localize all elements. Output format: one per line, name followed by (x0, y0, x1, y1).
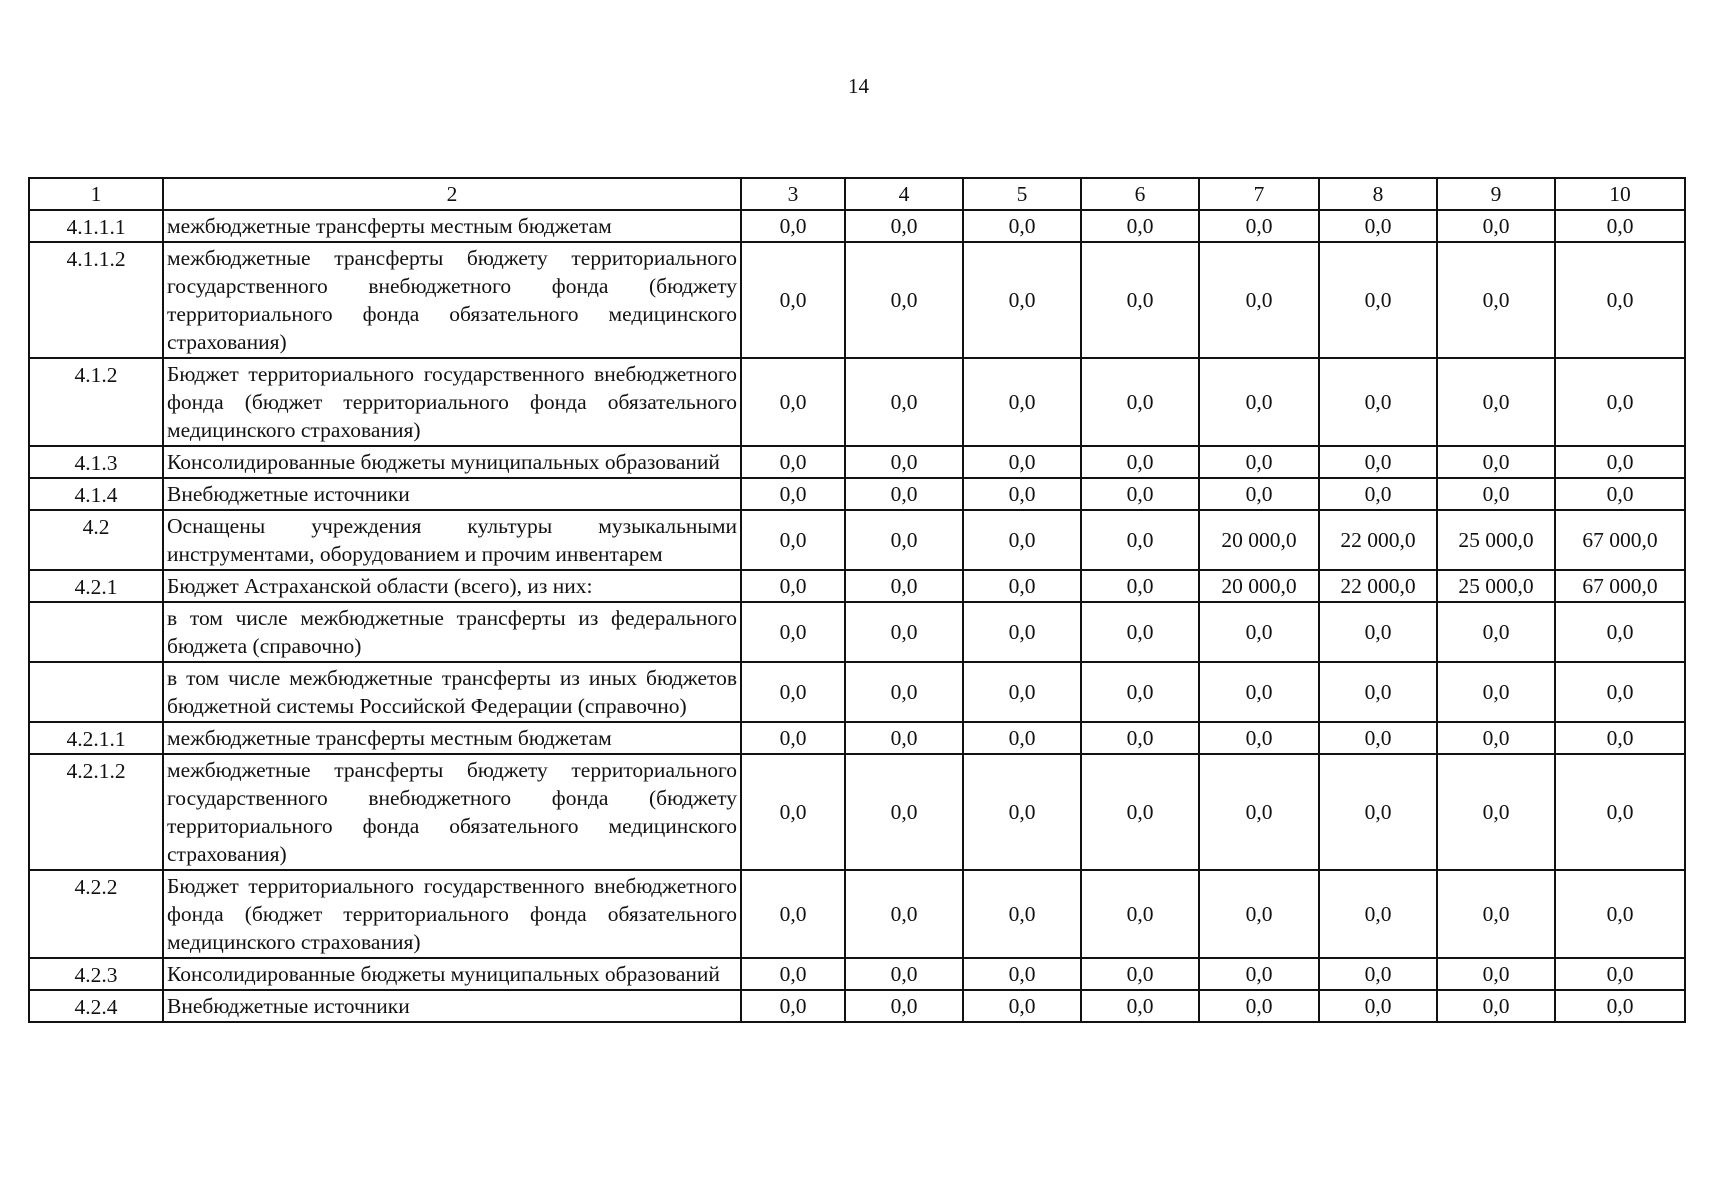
row-value: 0,0 (1199, 602, 1319, 662)
row-value: 0,0 (963, 242, 1081, 358)
row-value: 0,0 (1081, 358, 1199, 446)
row-value: 0,0 (741, 510, 845, 570)
row-value: 0,0 (845, 958, 963, 990)
table-row (29, 870, 1685, 958)
row-value: 0,0 (1437, 722, 1555, 754)
row-value: 25 000,0 (1437, 510, 1555, 570)
row-value: 0,0 (1437, 754, 1555, 870)
column-header: 2 (163, 178, 741, 210)
row-value: 67 000,0 (1555, 510, 1685, 570)
row-value: 0,0 (741, 570, 845, 602)
row-description: Оснащены учреждения культуры музыкальными инструментами, оборудованием и прочим инвентарем (163, 510, 741, 570)
row-value: 0,0 (845, 478, 963, 510)
row-value: 0,0 (1555, 446, 1685, 478)
row-value: 67 000,0 (1555, 570, 1685, 602)
table-row (29, 722, 1685, 754)
row-value: 0,0 (1437, 958, 1555, 990)
column-header: 3 (741, 178, 845, 210)
row-code: 4.2.1.2 (29, 754, 163, 870)
row-value: 0,0 (1437, 990, 1555, 1022)
row-code: 4.2.2 (29, 870, 163, 958)
table-row (29, 570, 1685, 602)
row-value: 0,0 (1319, 990, 1437, 1022)
column-header: 6 (1081, 178, 1199, 210)
row-description: Внебюджетные источники (163, 478, 741, 510)
row-value: 0,0 (1199, 478, 1319, 510)
table-row (29, 478, 1685, 510)
row-value: 0,0 (845, 722, 963, 754)
row-code: 4.2.4 (29, 990, 163, 1022)
row-value: 0,0 (741, 242, 845, 358)
budget-table (28, 177, 1686, 1023)
page-number: 14 (848, 74, 869, 98)
row-value: 0,0 (741, 722, 845, 754)
row-description: межбюджетные трансферты местным бюджетам (163, 210, 741, 242)
row-value: 0,0 (1555, 722, 1685, 754)
row-value: 0,0 (963, 662, 1081, 722)
column-header: 1 (29, 178, 163, 210)
row-code: 4.2.1.1 (29, 722, 163, 754)
row-description: Внебюджетные источники (163, 990, 741, 1022)
row-value: 0,0 (1081, 446, 1199, 478)
row-code (29, 602, 163, 662)
row-description: Бюджет территориального государственного внебюджетного фонда (бюджет территориального фонда обязательного медицинского страхования) (163, 358, 741, 446)
row-value: 0,0 (1555, 958, 1685, 990)
row-value: 0,0 (963, 990, 1081, 1022)
row-description: межбюджетные трансферты бюджету территориального государственного внебюджетного фонда (бюджету территориального фонда обязательного медицинского страхования) (163, 754, 741, 870)
table-row (29, 358, 1685, 446)
row-value: 0,0 (741, 210, 845, 242)
row-value: 0,0 (963, 754, 1081, 870)
row-value: 0,0 (1555, 358, 1685, 446)
row-code: 4.2.3 (29, 958, 163, 990)
column-header: 10 (1555, 178, 1685, 210)
row-value: 0,0 (1081, 722, 1199, 754)
row-description: Бюджет Астраханской области (всего), из них: (163, 570, 741, 602)
row-value: 0,0 (963, 570, 1081, 602)
row-description: межбюджетные трансферты местным бюджетам (163, 722, 741, 754)
row-value: 0,0 (1437, 870, 1555, 958)
row-value: 0,0 (741, 870, 845, 958)
row-value: 0,0 (1199, 990, 1319, 1022)
row-value: 0,0 (845, 210, 963, 242)
row-value: 0,0 (1555, 602, 1685, 662)
row-value: 0,0 (1319, 602, 1437, 662)
row-value: 0,0 (1319, 446, 1437, 478)
row-value: 22 000,0 (1319, 510, 1437, 570)
table-row (29, 990, 1685, 1022)
row-value: 0,0 (1081, 990, 1199, 1022)
row-value: 0,0 (845, 990, 963, 1022)
row-value: 0,0 (1081, 958, 1199, 990)
row-value: 20 000,0 (1199, 510, 1319, 570)
row-value: 0,0 (1555, 870, 1685, 958)
row-value: 0,0 (1081, 510, 1199, 570)
column-header: 8 (1319, 178, 1437, 210)
row-value: 0,0 (741, 446, 845, 478)
table-row (29, 662, 1685, 722)
row-value: 0,0 (741, 478, 845, 510)
row-value: 0,0 (1555, 478, 1685, 510)
table-row (29, 242, 1685, 358)
column-header: 5 (963, 178, 1081, 210)
row-value: 0,0 (1437, 358, 1555, 446)
row-value: 0,0 (1081, 602, 1199, 662)
row-value: 0,0 (1437, 446, 1555, 478)
row-value: 0,0 (1319, 662, 1437, 722)
column-header: 7 (1199, 178, 1319, 210)
row-value: 0,0 (1555, 754, 1685, 870)
row-value: 0,0 (1081, 570, 1199, 602)
row-value: 22 000,0 (1319, 570, 1437, 602)
row-value: 0,0 (1437, 210, 1555, 242)
row-value: 0,0 (1199, 210, 1319, 242)
row-value: 25 000,0 (1437, 570, 1555, 602)
row-value: 0,0 (1081, 662, 1199, 722)
row-value: 0,0 (1437, 242, 1555, 358)
row-description: межбюджетные трансферты бюджету территориального государственного внебюджетного фонда (бюджету территориального фонда обязательного медицинского страхования) (163, 242, 741, 358)
column-header: 4 (845, 178, 963, 210)
row-value: 0,0 (1081, 754, 1199, 870)
row-value: 0,0 (1555, 990, 1685, 1022)
row-value: 0,0 (1437, 478, 1555, 510)
row-value: 0,0 (1081, 870, 1199, 958)
table-row (29, 446, 1685, 478)
row-value: 0,0 (741, 958, 845, 990)
row-code: 4.1.1.1 (29, 210, 163, 242)
row-value: 20 000,0 (1199, 570, 1319, 602)
row-value: 0,0 (963, 210, 1081, 242)
row-value: 0,0 (845, 242, 963, 358)
row-value: 0,0 (1199, 242, 1319, 358)
row-value: 0,0 (1437, 662, 1555, 722)
row-value: 0,0 (845, 754, 963, 870)
row-value: 0,0 (845, 870, 963, 958)
table-row (29, 602, 1685, 662)
row-value: 0,0 (963, 446, 1081, 478)
row-value: 0,0 (1199, 446, 1319, 478)
row-value: 0,0 (1199, 870, 1319, 958)
row-value: 0,0 (1081, 210, 1199, 242)
row-description: в том числе межбюджетные трансферты из федерального бюджета (справочно) (163, 602, 741, 662)
row-value: 0,0 (1081, 242, 1199, 358)
row-value: 0,0 (1319, 958, 1437, 990)
row-value: 0,0 (741, 990, 845, 1022)
row-value: 0,0 (1437, 602, 1555, 662)
row-value: 0,0 (741, 754, 845, 870)
row-value: 0,0 (1319, 754, 1437, 870)
table-body (29, 178, 1685, 1022)
row-value: 0,0 (963, 602, 1081, 662)
row-value: 0,0 (1199, 722, 1319, 754)
row-value: 0,0 (1199, 662, 1319, 722)
row-value: 0,0 (1319, 242, 1437, 358)
row-value: 0,0 (1555, 210, 1685, 242)
column-header: 9 (1437, 178, 1555, 210)
row-value: 0,0 (963, 722, 1081, 754)
row-value: 0,0 (845, 662, 963, 722)
row-value: 0,0 (963, 870, 1081, 958)
row-description: Консолидированные бюджеты муниципальных образований (163, 446, 741, 478)
column-number-row (29, 178, 1685, 210)
row-value: 0,0 (845, 358, 963, 446)
row-value: 0,0 (963, 510, 1081, 570)
row-value: 0,0 (1199, 958, 1319, 990)
row-value: 0,0 (963, 358, 1081, 446)
row-value: 0,0 (845, 510, 963, 570)
row-value: 0,0 (1319, 870, 1437, 958)
row-value: 0,0 (1319, 478, 1437, 510)
row-value: 0,0 (741, 662, 845, 722)
row-code: 4.1.2 (29, 358, 163, 446)
row-code: 4.2 (29, 510, 163, 570)
row-value: 0,0 (1319, 722, 1437, 754)
row-description: в том числе межбюджетные трансферты из иных бюджетов бюджетной системы Российской Федерации (справочно) (163, 662, 741, 722)
row-code: 4.1.1.2 (29, 242, 163, 358)
row-value: 0,0 (963, 478, 1081, 510)
table-row (29, 958, 1685, 990)
row-value: 0,0 (845, 570, 963, 602)
table-row (29, 510, 1685, 570)
row-description: Консолидированные бюджеты муниципальных образований (163, 958, 741, 990)
row-description: Бюджет территориального государственного внебюджетного фонда (бюджет территориального фонда обязательного медицинского страхования) (163, 870, 741, 958)
row-value: 0,0 (741, 358, 845, 446)
row-value: 0,0 (1555, 662, 1685, 722)
row-value: 0,0 (1555, 242, 1685, 358)
table-row (29, 754, 1685, 870)
row-value: 0,0 (1199, 358, 1319, 446)
table-row (29, 210, 1685, 242)
row-code: 4.1.4 (29, 478, 163, 510)
row-value: 0,0 (963, 958, 1081, 990)
row-code: 4.1.3 (29, 446, 163, 478)
row-value: 0,0 (1199, 754, 1319, 870)
row-value: 0,0 (1319, 358, 1437, 446)
row-value: 0,0 (741, 602, 845, 662)
row-value: 0,0 (1319, 210, 1437, 242)
row-value: 0,0 (1081, 478, 1199, 510)
row-code: 4.2.1 (29, 570, 163, 602)
row-value: 0,0 (845, 602, 963, 662)
row-code (29, 662, 163, 722)
row-value: 0,0 (845, 446, 963, 478)
